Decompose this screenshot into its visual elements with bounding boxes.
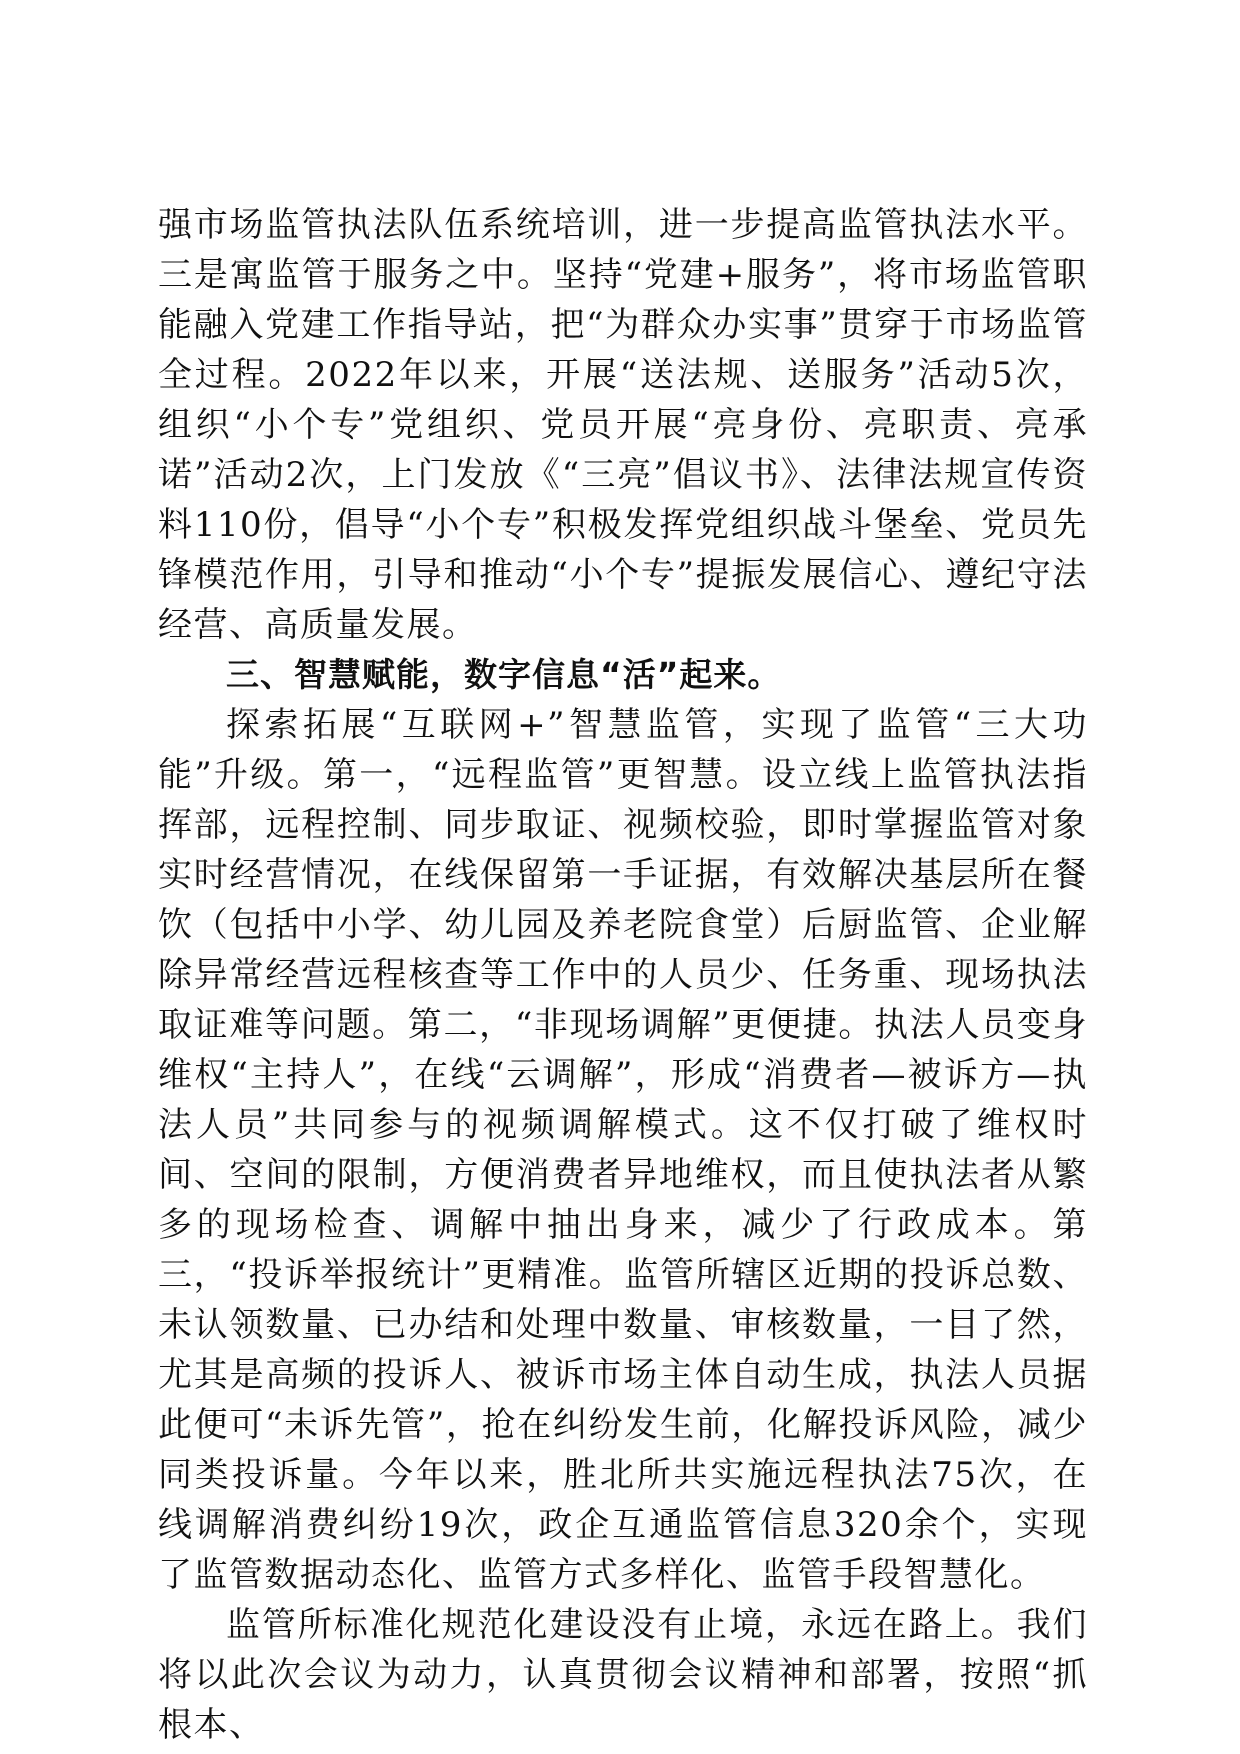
paragraph-conclusion: 监管所标准化规范化建设没有止境，永远在路上。我们将以此次会议为动力，认真贯彻会议精神和部署，按照“抓根本、 <box>158 1605 1088 1745</box>
paragraph-smart-supervision: 探索拓展“互联网+”智慧监管，实现了监管“三大功能”升级。第一，“远程监管”更智慧。设立线上监管执法指挥部，远程控制、同步取证、视频校验，即时掌握监管对象实时经营情况，在线保留第一手证据，有效解决基层所在餐饮（包括中小学、幼儿园及养老院食堂）后厨监管、企业解除异常经营远程核查等工作中的人员少、任务重、现场执法取证难等问题。第二，“非现场调解”更便捷。执法人员变身维权“主持人”，在线“云调解”，形成“消费者—被诉方—执法人员”共同参与的视频调解模式。这不仅打破了维权时间、空间的限制，方便消费者异地维权，而且使执法者从繁多的现场检查、调解中抽出身来，减少了行政成本。第三，“投诉举报统计”更精准。监管所辖区近期的投诉总数、未认领数量、已办结和处理中数量、审核数量，一目了然，尤其是高频的投诉人、被诉市场主体自动生成，执法人员据此便可“未诉先管”，抢在纠纷发生前，化解投诉风险，减少同类投诉量。今年以来，胜北所共实施远程执法75次，在线调解消费纠纷19次，政企互通监管信息320余个，实现了监管数据动态化、监管方式多样化、监管手段智慧化。 <box>158 705 1088 1595</box>
document-body <box>158 200 1088 1750</box>
section-heading-smart-empowerment: 三、智慧赋能，数字信息“活”起来。 <box>226 655 782 694</box>
paragraph-service-supervision: 强市场监管执法队伍系统培训，进一步提高监管执法水平。三是寓监管于服务之中。坚持“党建+服务”，将市场监管职能融入党建工作指导站，把“为群众办实事”贯穿于市场监管全过程。2022年以来，开展“送法规、送服务”活动5次，组织“小个专”党组织、党员开展“亮身份、亮职责、亮承诺”活动2次，上门发放《“三亮”倡议书》、法律法规宣传资料110份，倡导“小个专”积极发挥党组织战斗堡垒、党员先锋模范作用，引导和推动“小个专”提振发展信心、遵纪守法经营、高质量发展。 <box>158 205 1088 645</box>
